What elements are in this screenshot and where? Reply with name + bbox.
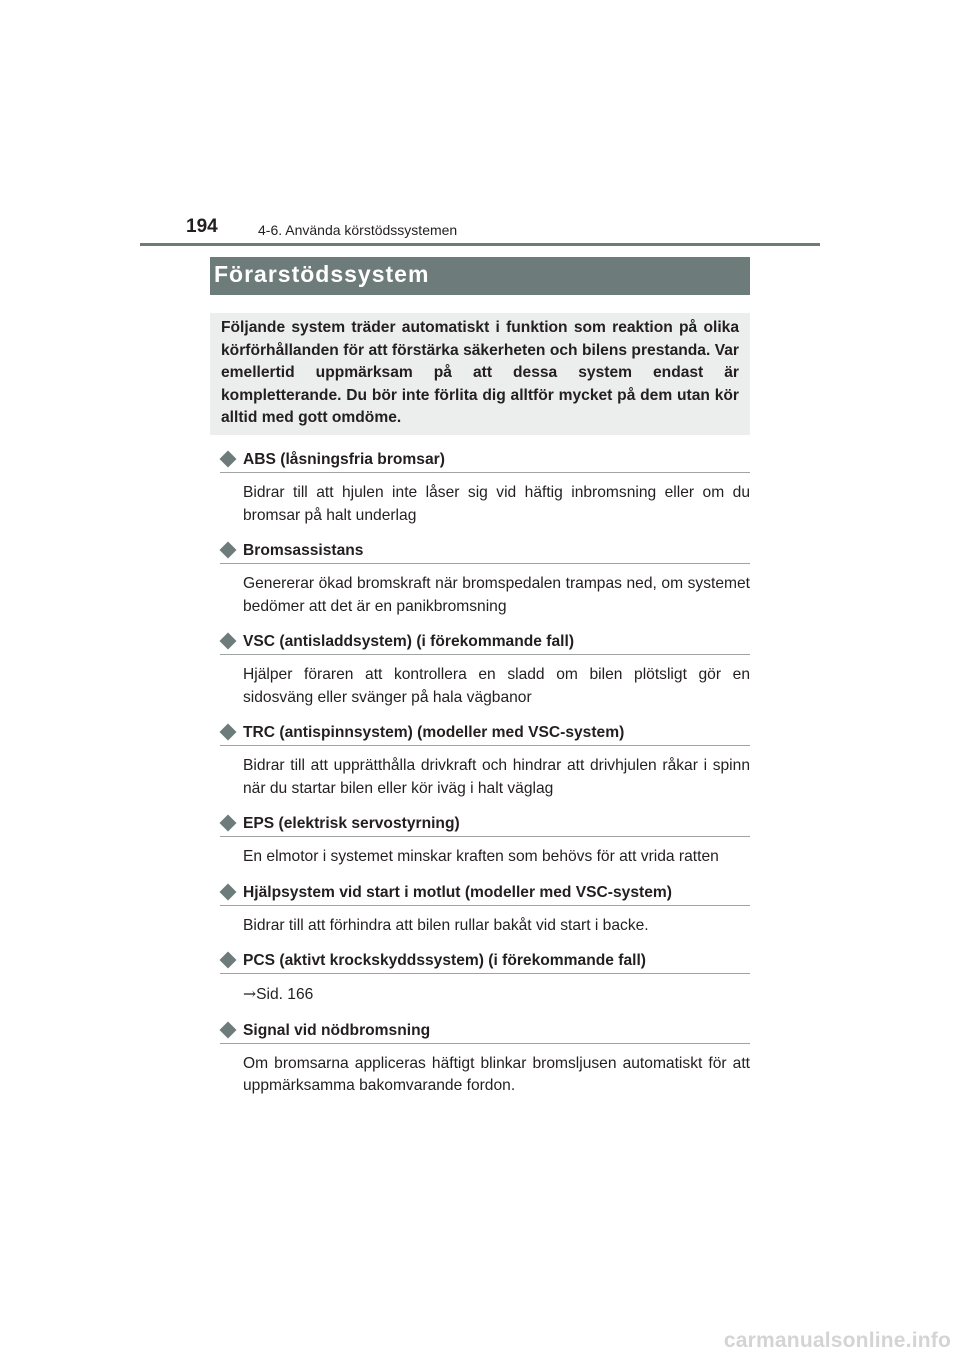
section-heading-text: Signal vid nödbromsning (243, 1021, 431, 1039)
diamond-bullet-icon (220, 724, 237, 741)
section-heading-text: PCS (aktivt krockskyddssystem) (i förekommande fall) (243, 952, 646, 969)
page-number: 194 (186, 216, 218, 237)
section-heading (220, 812, 750, 837)
diamond-bullet-icon (220, 952, 237, 969)
section-heading-text: ABS (låsningsfria bromsar) (243, 451, 445, 468)
section-body: Genererar ökad bromskraft när bromspedalen trampas ned, om systemet bedömer att det är en panikbromsning (243, 575, 750, 615)
section-heading (220, 630, 750, 655)
watermark: carmanualsonline.info (723, 1329, 951, 1352)
header-rule (140, 243, 820, 246)
title-bar (210, 257, 750, 295)
section-eps (220, 812, 750, 869)
breadcrumb: 4-6. Använda körstödssystemen (258, 222, 458, 238)
diamond-bullet-icon (220, 1021, 237, 1038)
section-heading-text: TRC (antispinnsystem) (modeller med VSC-system) (243, 724, 625, 741)
section-heading-text: EPS (elektrisk servostyrning) (243, 815, 460, 832)
intro-box (210, 313, 750, 435)
section-vsc (220, 630, 750, 709)
arrow-right-icon: → (243, 985, 257, 1003)
section-pcs (220, 949, 750, 1007)
section-body: Om bromsarna appliceras häftigt blinkar bromsljusen automatiskt för att uppmärksamma bakomvarande fordon. (243, 1054, 750, 1094)
section-heading (220, 881, 750, 906)
section-body: Bidrar till att hjulen inte låser sig vid häftig inbromsning eller om du bromsar på halt underlag (243, 484, 750, 524)
section-heading (220, 949, 750, 974)
page-title: Förarstödssystem (214, 261, 430, 287)
diamond-bullet-icon (220, 815, 237, 832)
section-abs (220, 448, 750, 527)
section-body: Bidrar till att förhindra att bilen rullar bakåt vid start i backe. (243, 916, 649, 934)
section-body: En elmotor i systemet minskar kraften som behövs för att vrida ratten (243, 848, 719, 865)
section-body: Bidrar till att upprätthålla drivkraft och hindrar att drivhjulen råkar i spinn när du startar bilen eller kör iväg i halt väglag (243, 757, 750, 797)
section-emergency-brake-signal (220, 1019, 750, 1098)
section-body: Hjälper föraren att kontrollera en sladd om bilen plötsligt gör en sidosväng eller svänger på hala vägbanor (243, 666, 750, 706)
diamond-bullet-icon (220, 542, 237, 559)
diamond-bullet-icon (220, 883, 237, 900)
section-list (220, 448, 750, 1110)
section-heading-text: Hjälpsystem vid start i motlut (modeller med VSC-system) (243, 883, 672, 901)
section-heading-text: VSC (antisladdsystem) (i förekommande fall) (243, 633, 575, 650)
section-heading (220, 721, 750, 746)
diamond-bullet-icon (220, 633, 237, 650)
section-heading (220, 1019, 750, 1044)
section-brake-assist (220, 539, 750, 618)
section-hill-start (220, 881, 750, 938)
intro-text: Följande system träder automatiskt i funktion som reaktion på olika körförhållanden för att förstärka säkerheten och bilens prestanda. Var emellertid uppmärksam på att dessa system endast är kompletterande. Du bör inte förlita dig alltför mycket på dem utan kör alltid med gott omdöme. (221, 319, 739, 426)
diamond-bullet-icon (220, 451, 237, 468)
section-heading (220, 539, 750, 564)
section-trc (220, 721, 750, 800)
section-body (243, 983, 750, 1007)
section-heading (220, 448, 750, 473)
page-reference-link[interactable]: Sid. 166 (256, 986, 314, 1003)
section-heading-text: Bromsassistans (243, 542, 364, 559)
